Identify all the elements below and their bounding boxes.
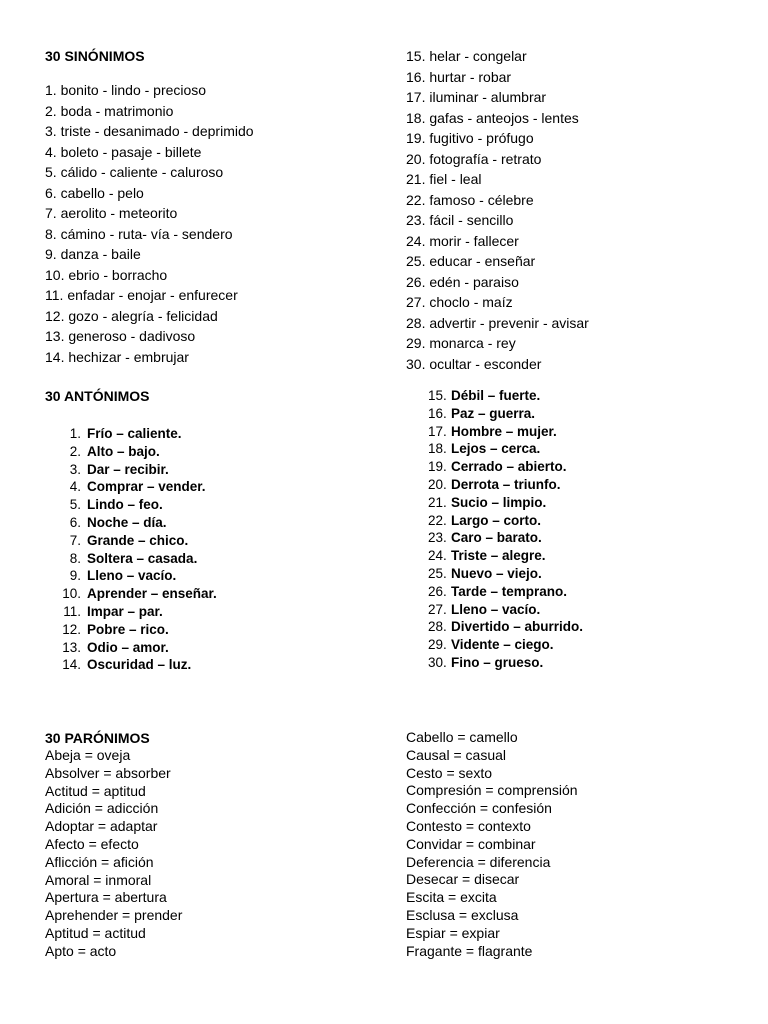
antonimo-pair: Sucio – limpio. xyxy=(451,494,547,510)
paronimo-item: Amoral = inmoral xyxy=(45,871,152,888)
paronimo-item: Adoptar = adaptar xyxy=(45,818,158,835)
paronimo-item: Causal = casual xyxy=(406,746,507,763)
paronimo-item: Desecar = disecar xyxy=(406,871,520,888)
sinonimo-item: 27. choclo - maíz xyxy=(406,294,513,310)
paronimo-item: Afecto = efecto xyxy=(45,835,139,852)
sinonimo-item: 9. danza - baile xyxy=(45,246,141,262)
antonimo-item xyxy=(428,476,583,494)
paronimo-item: Deferencia = diferencia xyxy=(406,853,551,870)
antonimo-pair: Largo – corto. xyxy=(451,512,542,528)
antonimo-item xyxy=(428,494,583,512)
sinonimo-item: 14. hechizar - embrujar xyxy=(45,348,189,365)
antonimo-pair: Aprender – enseñar. xyxy=(87,586,217,602)
paronimos-section-right xyxy=(406,729,578,960)
antonimo-item xyxy=(428,565,583,583)
antonimo-item xyxy=(45,567,217,585)
sinonimo-item: 24. morir - fallecer xyxy=(406,232,519,249)
antonimo-number: 20. xyxy=(428,476,447,492)
antonimo-pair: Fino – grueso. xyxy=(451,654,544,670)
antonimo-item xyxy=(45,443,217,461)
antonimo-pair: Lleno – vacío. xyxy=(87,568,177,584)
sinonimos-title: 30 SINÓNIMOS xyxy=(45,48,145,64)
antonimo-pair: Noche – día. xyxy=(87,514,167,530)
sinonimos-section xyxy=(45,47,254,367)
antonimo-item xyxy=(45,532,217,550)
paronimos-section xyxy=(45,729,182,961)
antonimo-pair: Cerrado – abierto. xyxy=(451,459,567,475)
paronimo-item: Contesto = contexto xyxy=(406,817,531,834)
paronimo-item: Abeja = oveja xyxy=(45,747,131,763)
sinonimo-item: 20. fotografía - retrato xyxy=(406,150,542,167)
paronimo-item: Aptitud = actitud xyxy=(45,924,146,941)
antonimo-number: 19. xyxy=(428,459,447,475)
antonimo-item xyxy=(45,603,217,621)
sinonimo-item: 26. edén - paraiso xyxy=(406,273,519,290)
sinonimos-list-right xyxy=(406,46,589,374)
sinonimo-item: 2. boda - matrimonio xyxy=(45,102,174,119)
antonimo-number: 21. xyxy=(428,494,447,510)
paronimo-item: Compresión = comprensión xyxy=(406,782,578,799)
antonimo-pair: Débil – fuerte. xyxy=(451,388,541,403)
antonimo-item xyxy=(428,618,583,636)
antonimo-pair: Grande – chico. xyxy=(87,532,189,548)
sinonimo-item: 13. generoso - dadivoso xyxy=(45,328,196,344)
antonimo-number: 28. xyxy=(428,619,447,635)
paronimo-item: Absolver = absorber xyxy=(45,764,171,781)
sinonimo-item: 25. educar - enseñar xyxy=(406,253,536,269)
sinonimo-item: 21. fiel - leal xyxy=(406,171,482,187)
antonimo-pair: Alto – bajo. xyxy=(87,443,160,459)
antonimo-item xyxy=(428,529,583,547)
antonimo-number: 25. xyxy=(428,565,447,581)
antonimo-number: 12. xyxy=(62,621,81,637)
paronimo-item: Adición = adicción xyxy=(45,800,159,817)
antonimo-pair: Derrota – triunfo. xyxy=(451,476,561,492)
antonimo-pair: Oscuridad – luz. xyxy=(87,657,192,673)
antonimo-number: 1. xyxy=(69,426,81,441)
antonimo-pair: Frío – caliente. xyxy=(87,426,182,441)
antonimo-pair: Impar – par. xyxy=(87,603,163,619)
antonimo-item xyxy=(45,478,217,496)
antonimo-item xyxy=(45,496,217,514)
paronimo-item: Fragante = flagrante xyxy=(406,942,533,959)
antonimos-list-left xyxy=(45,425,217,674)
sinonimo-item: 12. gozo - alegría - felicidad xyxy=(45,307,218,324)
sinonimo-item: 4. boleto - pasaje - billete xyxy=(45,143,202,160)
paronimo-item: Actitud = aptitud xyxy=(45,782,146,799)
antonimos-section-right xyxy=(428,387,583,672)
antonimo-number: 27. xyxy=(428,601,447,617)
antonimo-number: 29. xyxy=(428,637,447,653)
sinonimo-item: 16. hurtar - robar xyxy=(406,68,512,85)
antonimo-number: 9. xyxy=(69,568,81,584)
paronimos-list-right xyxy=(406,729,578,960)
antonimo-pair: Odio – amor. xyxy=(87,639,169,655)
paronimo-item: Aprehender = prender xyxy=(45,907,183,924)
antonimo-pair: Lleno – vacío. xyxy=(451,601,541,617)
sinonimo-item: 22. famoso - célebre xyxy=(406,191,534,208)
antonimo-item xyxy=(45,550,217,568)
antonimo-pair: Hombre – mujer. xyxy=(451,423,557,439)
antonimo-number: 18. xyxy=(428,441,447,457)
sinonimo-item: 6. cabello - pelo xyxy=(45,184,144,201)
sinonimo-item: 3. triste - desanimado - deprimido xyxy=(45,123,254,139)
paronimo-item: Cabello = camello xyxy=(406,729,518,745)
antonimo-number: 3. xyxy=(69,461,81,477)
paronimo-item: Aflicción = afición xyxy=(45,853,154,870)
antonimo-number: 5. xyxy=(69,497,81,513)
paronimos-list-left xyxy=(45,747,182,961)
sinonimo-item: 7. aerolito - meteorito xyxy=(45,205,178,221)
antonimo-item xyxy=(45,656,217,674)
antonimo-number: 22. xyxy=(428,512,447,528)
antonimo-number: 8. xyxy=(69,550,81,566)
sinonimo-item: 5. cálido - caliente - caluroso xyxy=(45,164,224,180)
sinonimo-item: 11. enfadar - enojar - enfurecer xyxy=(45,287,238,303)
sinonimos-list-left xyxy=(45,80,254,367)
antonimo-pair: Caro – barato. xyxy=(451,530,542,546)
antonimo-pair: Tarde – temprano. xyxy=(451,583,568,599)
antonimo-item xyxy=(428,583,583,601)
antonimo-number: 14. xyxy=(62,657,81,673)
antonimo-item xyxy=(428,654,583,672)
antonimo-number: 16. xyxy=(428,405,447,421)
paronimo-item: Apto = acto xyxy=(45,942,117,959)
paronimo-item: Cesto = sexto xyxy=(406,764,492,781)
antonimo-pair: Soltera – casada. xyxy=(87,550,198,566)
paronimo-item: Apertura = abertura xyxy=(45,889,167,906)
antonimo-item xyxy=(45,639,217,657)
paronimo-item: Escita = excita xyxy=(406,889,497,906)
sinonimos-section-right xyxy=(406,46,589,374)
paronimo-item: Espiar = expiar xyxy=(406,924,500,941)
antonimo-item xyxy=(45,461,217,479)
paronimos-title: 30 PARÓNIMOS xyxy=(45,730,150,746)
antonimo-item xyxy=(428,601,583,619)
antonimo-pair: Vidente – ciego. xyxy=(451,637,554,653)
antonimo-number: 17. xyxy=(428,423,447,439)
sinonimo-item: 17. iluminar - alumbrar xyxy=(406,89,547,105)
antonimo-item xyxy=(428,440,583,458)
antonimo-number: 6. xyxy=(69,514,81,530)
antonimo-pair: Lejos – cerca. xyxy=(451,441,541,457)
antonimo-number: 13. xyxy=(62,639,81,655)
sinonimo-item: 10. ebrio - borracho xyxy=(45,266,168,283)
antonimo-item xyxy=(428,512,583,530)
sinonimo-item: 28. advertir - prevenir - avisar xyxy=(406,314,589,331)
antonimo-number: 30. xyxy=(428,654,447,670)
antonimo-item xyxy=(428,458,583,476)
antonimo-item xyxy=(45,514,217,532)
antonimo-pair: Divertido – aburrido. xyxy=(451,619,584,635)
antonimo-number: 26. xyxy=(428,583,447,599)
sinonimo-item: 8. cámino - ruta- vía - sendero xyxy=(45,225,233,242)
antonimo-item xyxy=(428,387,583,405)
paronimo-item: Esclusa = exclusa xyxy=(406,906,519,923)
sinonimo-item: 15. helar - congelar xyxy=(406,48,527,64)
antonimo-item xyxy=(45,621,217,639)
sinonimo-item: 19. fugitivo - prófugo xyxy=(406,130,534,146)
antonimo-item xyxy=(428,423,583,441)
sinonimo-item: 29. monarca - rey xyxy=(406,335,516,351)
antonimo-item xyxy=(428,405,583,423)
antonimo-pair: Paz – guerra. xyxy=(451,405,536,421)
antonimo-number: 2. xyxy=(69,443,81,459)
antonimo-pair: Dar – recibir. xyxy=(87,461,169,477)
antonimo-number: 7. xyxy=(69,532,81,548)
antonimo-number: 23. xyxy=(428,530,447,546)
antonimo-number: 24. xyxy=(428,548,447,564)
sinonimo-item: 30. ocultar - esconder xyxy=(406,355,542,372)
antonimo-number: 11. xyxy=(63,603,81,619)
antonimo-item xyxy=(428,636,583,654)
antonimo-number: 10. xyxy=(62,586,81,602)
antonimo-number: 15. xyxy=(428,388,447,403)
paronimo-item: Confección = confesión xyxy=(406,800,552,817)
paronimo-item: Convidar = combinar xyxy=(406,835,536,852)
antonimo-pair: Comprar – vender. xyxy=(87,479,206,495)
antonimo-number: 4. xyxy=(69,479,81,495)
antonimo-item xyxy=(428,547,583,565)
antonimos-section xyxy=(45,387,217,674)
sinonimo-item: 18. gafas - anteojos - lentes xyxy=(406,109,579,126)
antonimo-pair: Lindo – feo. xyxy=(87,497,163,513)
sinonimo-item: 1. bonito - lindo - precioso xyxy=(45,82,207,98)
sinonimo-item: 23. fácil - sencillo xyxy=(406,212,514,228)
antonimo-pair: Nuevo – viejo. xyxy=(451,565,542,581)
antonimo-item xyxy=(45,585,217,603)
antonimos-list-right xyxy=(428,387,583,672)
antonimo-item xyxy=(45,425,217,443)
antonimo-pair: Pobre – rico. xyxy=(87,621,169,637)
antonimo-pair: Triste – alegre. xyxy=(451,548,546,564)
antonimos-title: 30 ANTÓNIMOS xyxy=(45,388,150,404)
